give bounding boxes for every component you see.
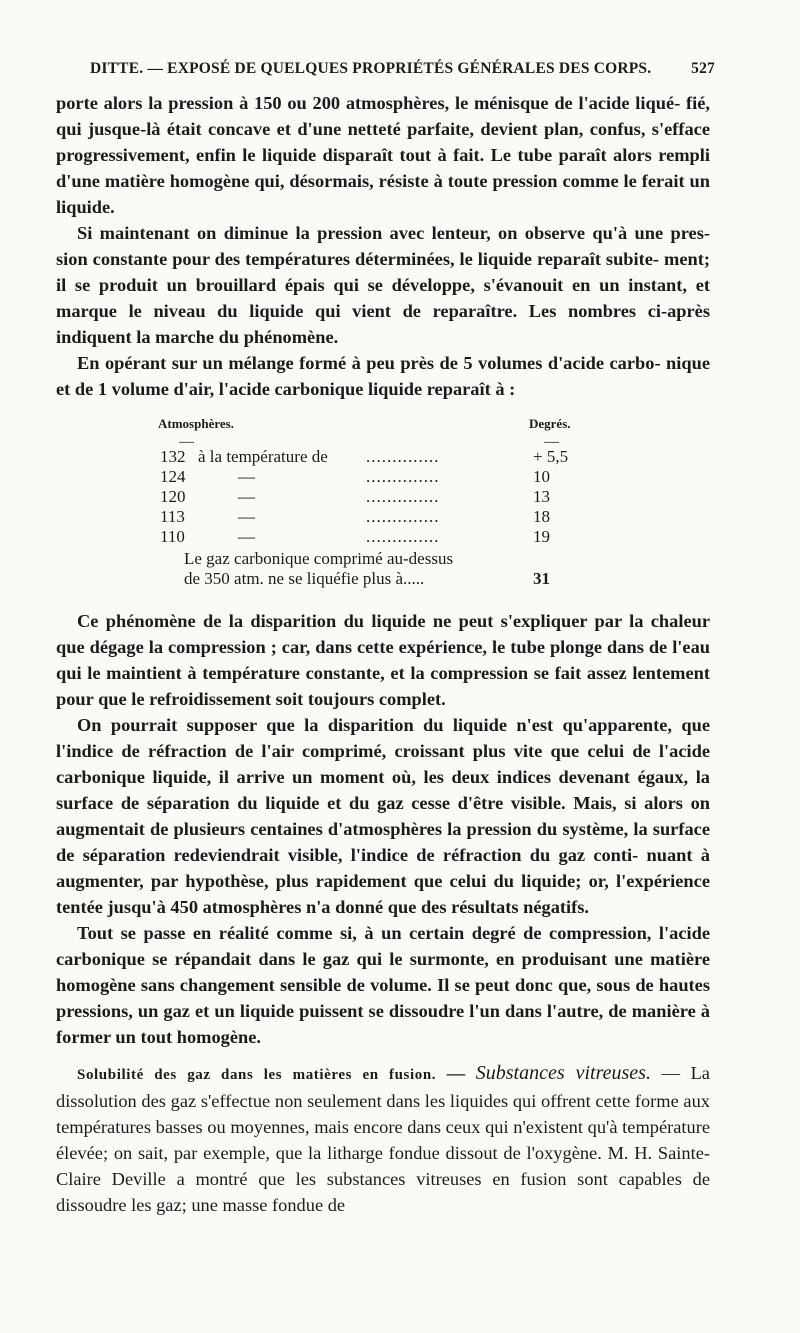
paragraph-5: On pourrait supposer que la disparition du liquide n'est qu'apparente, que l'indice de réfraction de l'air comprimé, croissant plus vite que celui de l'acide carbonique liquide, il arrive un moment où, les deux indices devenant égaux, la surface de séparation du liquide et du gaz cesse d'être visible. Mais, si alors on augmentait de plusieurs centaines d'atmosphères la pression du système, la surface de séparation redeviendrait visible, l'indice de réfraction du gaz conti- nuant à augmenter, par hypothèse, plus rapidement que celui du liquide; or, l'expérience tentée jusqu'à 450 atmosphères n'a donné que des résultats négatifs. [56, 715, 710, 917]
condition-text: — [238, 467, 255, 486]
paragraph-2: Si maintenant on diminue la pression avec lenteur, on observe qu'à une pres- sion constante pour des températures déterminées, le liquide reparaît subite- ment; il se produit un brouillard épais qui se développe, s'évanouit en un instant, et marque le niveau du liquide qui vient de reparaître. Les nombres ci-après indiquent la marche du phénomène. [56, 223, 710, 347]
atm-value: 113 [160, 507, 185, 526]
section-dash: — [436, 1063, 476, 1083]
leader-dots: .............. [366, 487, 440, 506]
running-header [90, 60, 715, 78]
note-value: 31 [533, 569, 550, 588]
table-note [184, 549, 550, 589]
column-rule-right: — [544, 434, 559, 450]
degree-value: 13 [533, 487, 550, 506]
condition-text: — [238, 507, 255, 526]
paragraph-1: porte alors la pression à 150 ou 200 atmosphères, le ménisque de l'acide liqué- fié, qui jusque-là était concave et d'une netteté parfaite, devient plan, confus, s'efface progressivement, enfin le liquide disparaît tout à fait. Le tube paraît alors rempli d'une matière homogène qui, désormais, résiste à toute pression comme le ferait un liquide. [56, 93, 710, 217]
table-row [160, 507, 620, 527]
section-subtitle: Substances vitreuses. [475, 1062, 651, 1084]
atm-value: 132 [160, 447, 186, 466]
atm-value: 120 [160, 487, 186, 506]
section-text: — La dissolution des gaz s'effectue non seulement dans les liquides qui offrent cette forme aux températures basses ou moyennes, mais encore dans ceux qui n'existent qu'à température élevée; on sait, par exemple, que la litharge fondue dissout de l'oxygène. M. H. Sainte-Claire Deville a montré que les substances vitreuses en fusion sont capables de dissoudre les gaz; une masse fondue de [56, 1063, 710, 1215]
table-row [160, 447, 620, 467]
degree-value: 18 [533, 507, 550, 526]
note-line-1: Le gaz carbonique comprimé au-dessus [184, 549, 454, 568]
page-body [56, 90, 710, 1218]
leader-dots: .............. [366, 507, 440, 526]
section-heading: Solubilité des gaz dans les matières en fusion. [77, 1067, 437, 1083]
pressure-temperature-table [56, 411, 710, 593]
column-header-degrees: Degrés. [529, 416, 571, 431]
atm-value: 124 [160, 467, 186, 486]
condition-text: — [238, 487, 255, 506]
table-row [160, 527, 620, 547]
degree-value: 10 [533, 467, 550, 486]
table-row [160, 487, 620, 507]
atm-value: 110 [160, 527, 185, 546]
degree-value: 19 [533, 527, 550, 546]
degree-value: + 5,5 [533, 447, 569, 466]
paragraph-3: En opérant sur un mélange formé à peu près de 5 volumes d'acide carbo- nique et de 1 volume d'air, l'acide carbonique liquide reparaît à : [56, 353, 710, 399]
header-title: DITTE. — EXPOSÉ DE QUELQUES PROPRIÉTÉS GÉNÉRALES DES CORPS. [90, 60, 652, 77]
paragraph-6: Tout se passe en réalité comme si, à un certain degré de compression, l'acide carbonique se répandait dans le gaz qui le surmonte, en produisant une matière homogène sans changement sensible de volume. Il se peut donc que, sous de hautes pressions, un gaz et un liquide puissent se dissoudre l'un dans l'autre, de manière à former un tout homogène. [56, 923, 710, 1047]
condition-text: à la température de [198, 447, 328, 466]
paragraph-7 [56, 1060, 710, 1218]
leader-dots: .............. [366, 467, 440, 486]
note-line-2: de 350 atm. ne se liquéfie plus à..... [184, 569, 425, 588]
leader-dots: .............. [366, 447, 440, 466]
page-number: 527 [691, 60, 715, 77]
paragraph-4: Ce phénomène de la disparition du liquide ne peut s'expliquer par la chaleur que dégage la compression ; car, dans cette expérience, le tube plonge dans de l'eau qui le maintient à température constante, et la compression se fait assez lentement pour que le refroidissement soit toujours complet. [56, 611, 710, 709]
condition-text: — [238, 527, 255, 546]
table-row [160, 467, 620, 487]
column-rule-left: — [179, 434, 194, 450]
column-header-atmospheres: Atmosphères. [158, 416, 234, 431]
leader-dots: .............. [366, 527, 440, 546]
